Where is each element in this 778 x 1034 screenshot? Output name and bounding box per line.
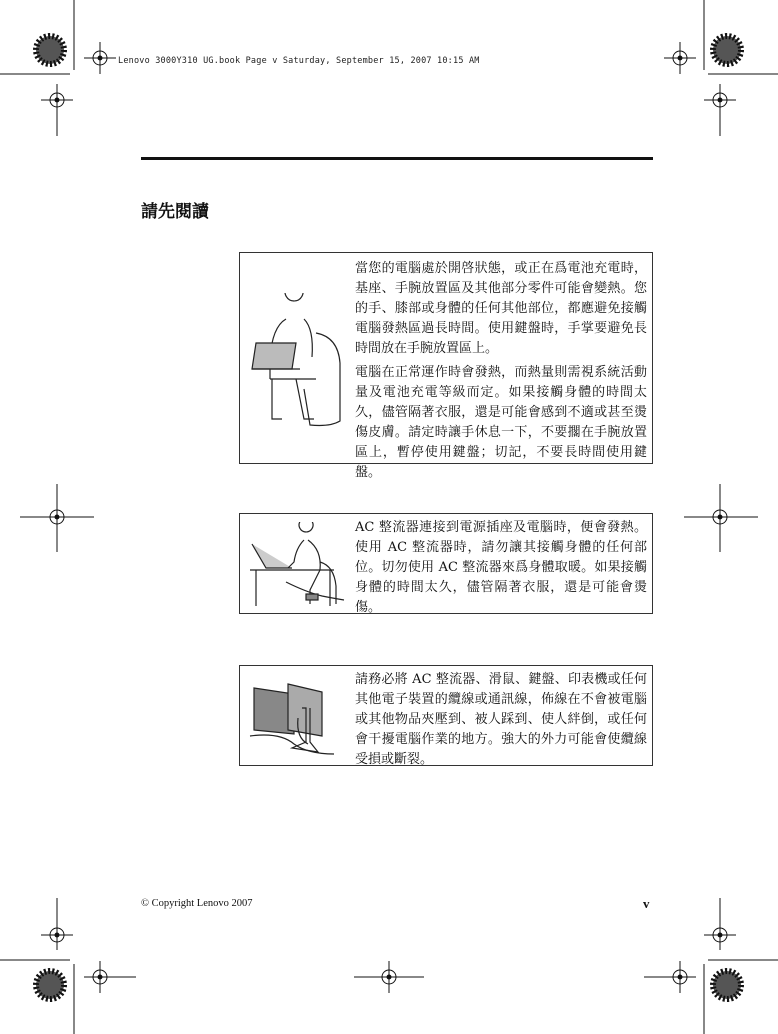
notice-paragraph: 電腦在正常運作時會發熱，而熱量則需視系統活動量及電池充電等級而定。如果接觸身體的時間太久，儘管隔著衣服，還是可能會感到不適或甚至燙傷皮膚。請定時讓手休息一下，不要擱在手腕放置區上，暫停使用鍵盤；切記，不要長時間使用鍵盤。	[355, 365, 647, 480]
notice-box-ac-adapter	[239, 513, 653, 614]
notice-paragraph: 當您的電腦處於開啓狀態，或正在爲電池充電時，基座、手腕放置區及其他部分零件可能會變熱。您的手、膝部或身體的任何其他部位，都應避免接觸電腦發熱區過長時間。使用鍵盤時，手掌要避免長時間放在手腕放置區上。	[355, 261, 647, 356]
print-header: Lenovo 3000Y310 UG.book Page v Saturday, September 15, 2007 10:15 AM	[118, 56, 480, 66]
ac-adapter-under-desk-icon	[246, 522, 350, 608]
copyright: © Copyright Lenovo 2007	[141, 898, 253, 909]
title-rule	[141, 157, 653, 160]
notice-paragraph: AC 整流器連接到電源插座及電腦時，便會發熱。使用 AC 整流器時，請勿讓其接觸身體的任何部位。切勿使用 AC 整流器來爲身體取暖。如果接觸身體的時間太久，儘管隔著衣服，還是可能會燙傷。	[355, 520, 647, 615]
notice-box-cables	[239, 665, 653, 766]
notice-text	[355, 518, 647, 618]
notice-text	[355, 670, 647, 770]
page-number: v	[643, 896, 650, 911]
notice-box-heat	[239, 252, 653, 480]
notice-paragraph: 請務必將 AC 整流器、滑鼠、鍵盤、印表機或任何其他電子裝置的纜線或通訊線，佈線在不會被電腦或其他物品夾壓到、被人踩到、使人絆倒，或任何會干擾電腦作業的地方。強大的外力可能會使纜線受損或斷裂。	[355, 672, 647, 767]
page-title: 請先閱讀	[141, 202, 209, 222]
cables-behind-monitor-icon	[246, 678, 350, 760]
notice-text	[355, 259, 647, 483]
laptop-on-lap-icon	[246, 293, 350, 433]
